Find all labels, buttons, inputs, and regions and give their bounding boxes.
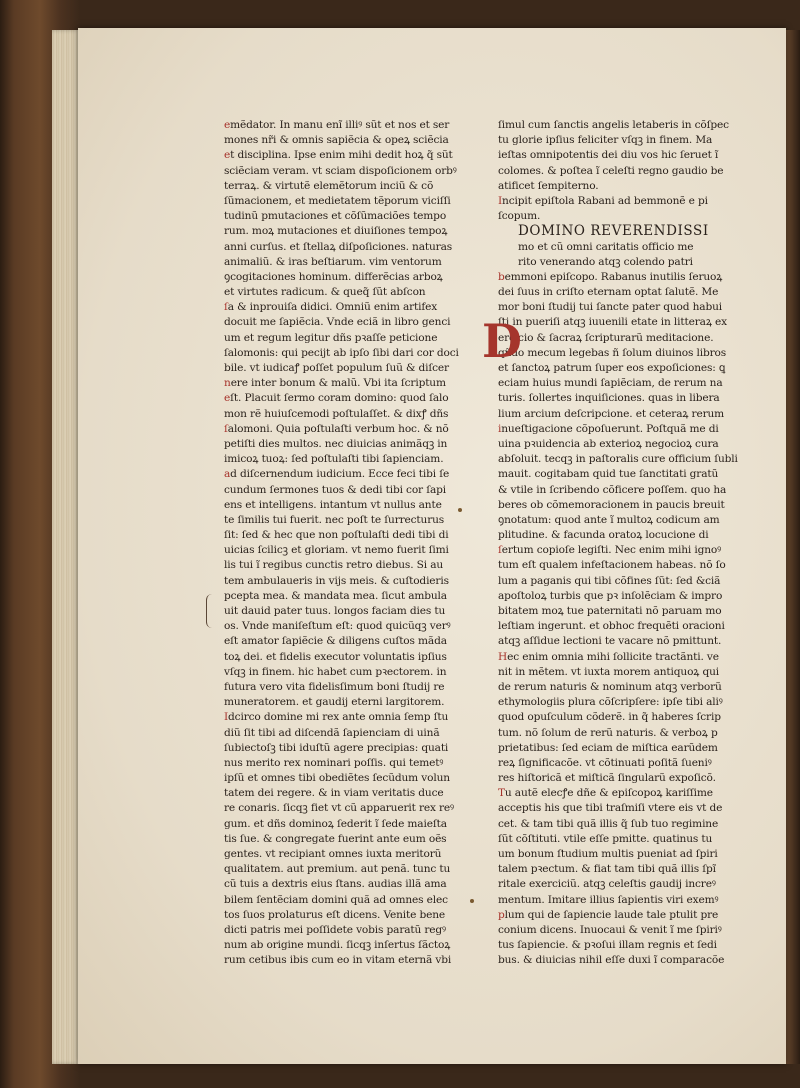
text-line: futura vero vita fidelisſimum boni ſtudij re [224,680,445,693]
text-line: ꝯnotatum: quod ante ĩ multoꝝ codicum am [498,513,720,526]
text-line: Tu autẽ elecꝭe dñe & epiſcopoꝝ kariſſime [498,787,713,800]
text-line: quod opuſculum cõderẽ. in q̃ haberes ſcrip [498,711,721,724]
text-line: et virtutes radicum. & queq̃ ſũt abſcon [224,286,426,299]
text-line: ſũt cõſtituti. vtile eſſe pmitte. quatinus tu [498,832,713,845]
text-line: pcepta mea. & mandata mea. ſicut ambula [224,589,447,602]
page-spot [470,899,474,903]
text-line: dei ſuus in criſto eternam optat ſalutẽ. Me [498,286,719,299]
text-line: tos ſuos prolaturus eſt dicens. Venite bene [224,908,445,921]
text-line: ſertum copioſe legiſti. Nec enim mihi ignoꝰ [498,544,722,557]
marginal-bracket [206,594,215,628]
text-line: et disciplina. Ipse enim mihi dedit hoꝝ q̃ sũt [224,149,453,162]
text-line: colomes. & poſtea ĩ celeſti regno gaudio be [498,164,724,177]
text-line: bile. vt iudicaꝭ poſſet populum ſuũ & diſcer [224,362,449,374]
text-line: conium dicens. Inuocaui & venit ĩ me ſpiriꝰ [498,923,722,936]
text-line: eciam huius mundi ſapiẽciam, de rerum na [498,377,723,390]
text-line: cet. & tam tibi quã illis q̃ ſub tuo regimine [498,817,719,830]
text-line: anni curſus. et ſtellaꝝ diſpoſiciones. naturas [224,240,453,253]
text-line: gum. et dñs dominoꝝ ſederit ĩ ſede maieſta [224,817,447,830]
text-line: mo et cũ omni caritatis officio me [518,240,694,253]
text-line: um bonum ſtudium multis pueniat ad ſpiri [498,848,718,860]
text-line: bus. & diuicias nihil eſſe duxi ĩ comparacõe [498,954,725,967]
text-line: animaliũ. & iras beſtiarum. vim ventorum [224,255,442,268]
text-line: ſũmacionem, et medietatem tẽporum viciſſi [224,194,451,207]
text-line: mentum. Imitare illius ſapientis viri exemꝰ [498,893,719,906]
text-line: imicoꝝ tuoꝝ: ſed poſtulaſti tibi ſapienciam. [224,453,444,466]
text-line: atificet ſempiterno. [498,179,599,192]
text-line: eſt. Placuit ſermo coram domino: quod ſalo [224,392,449,405]
text-line: lis tui ĩ regibus cunctis retro diebus. Si au [224,559,444,572]
text-line: tum eſt qualem infeſtacionem habeas. nõ ſo [498,559,726,572]
text-line: ieſtas omnipotentis dei diu vos hic ſeruet ĩ [498,149,719,162]
text-line: abſoluit. tecqꝫ in paſtoralis cure officium ſubli [498,453,738,466]
text-line: bemmoni epiſcopo. Rabanus inutilis ſeruoꝝ [498,270,723,283]
text-line: mones nr̃i & omnis sapiẽcia & opeꝝ sciẽcia [224,134,449,147]
text-line: ad diſcernendum iudicium. Ecce feci tibi ſe [224,468,450,481]
text-line: mon rẽ huiuſcemodi poſtulaſſet. & dixꝭ dñs [224,407,449,420]
text-line: eſt amator ſapiẽcie & diligens cuſtos mãda [224,635,447,648]
text-line: acceptis his que tibi traſmiſi vtere eis vt de [498,802,723,815]
text-line: lum a paganis qui tibi cõfines ſũt: ſed &ciã [498,574,721,587]
text-line: res hiſtoricã et miſticã ſingularũ expoſicõ. [498,772,716,785]
text-column-right [482,118,760,969]
text-line: ſa & inprouiſa didici. Omniũ enim artifex [224,301,438,314]
text-line: sciẽciam veram. vt sciam dispoſicionem orbꝰ [224,164,457,177]
text-line: terraꝝ. & virtutẽ elemẽtorum inciũ & cõ [224,179,434,192]
text-line: bitatem moꝝ tue paternitati nõ paruam mo [498,605,722,617]
text-line: bilem ſentẽciam domini quã ad omnes elec [224,893,448,906]
text-line: nere inter bonum & malũ. Vbi ita ſcriptum [224,377,446,390]
text-line: plum qui de ſapiencie laude tale ptulit pre [498,908,719,921]
text-line: ercicio & ſacraꝝ ſcripturarũ meditacione. [498,331,714,344]
text-line: nit in mẽtem. vt iuxta morem antiquoꝝ qui [498,665,720,678]
text-line: os. Vnde maniſeſtum eſt: quod quicũqꝫ verꝰ [224,620,451,633]
text-line: ens et intelligens. intantum vt nullus ante [224,498,442,511]
text-line: mor boni ſtudij tui ſancte pater quod habui [498,301,723,314]
text-line: mauit. cogitabam quid tue ſanctitati gratũ [498,468,719,481]
text-line: rum. moꝝ mutaciones et diuiſiones tempoꝝ [224,225,448,238]
text-line: & vtile in ſcribendo cõficere poſſem. quo ha [498,483,727,496]
text-line: tus ſapiencie. & pꝛoſui illam regnis et ſedi [498,939,717,952]
text-line: re conaris. ſicqꝫ fiet vt cũ apparuerit rex reꝰ [224,802,454,815]
text-line: vſqꝫ in finem. hic habet cum pꝛectorem. in [224,665,447,678]
text-line: tu glorie ipſius feliciter vſqꝫ in finem. Ma [498,134,713,147]
text-line: tis ſue. & congregate fuerint ante eum oẽs [224,832,447,845]
text-line: um et regum legitur dñs pꝛaſſe peticione [224,331,438,344]
text-line: Hec enim omnia mihi ſollicite tractãnti. ve [498,650,719,663]
text-line: prietatibus: ſed eciam de miſtica earũdem [498,741,718,754]
text-line: de rerum naturis & nominum atqꝫ verborũ [498,680,722,693]
text-line: gentes. vt recipiant omnes iuxta meritorũ [224,848,442,860]
text-line: nus merito rex nominari poſſis. qui temetꝰ [224,756,444,769]
text-line: qñdo mecum legebas ñ ſolum diuinos libros [498,346,727,359]
text-line: uicias ſcilicꝫ et gloriam. vt nemo fuerit ſimi [224,544,449,557]
text-line: num ab origine mundi. ſicqꝫ inſertus ſãctoꝝ [224,939,451,952]
text-line: te ſimilis tui fuerit. nec poſt te ſurrecturus [224,513,445,526]
text-line: emẽdator. In manu enĩ illiꝰ sũt et nos et ser [224,119,450,131]
text-line: ſcopum. [498,210,541,223]
text-line: reꝝ ſignificacõe. vt cõtinuati poſitã ſueniꝰ [498,756,712,769]
text-line: inueſtigacione cõpoſuerunt. Poſtquã me di [498,422,719,435]
text-line: uina pꝛuidencia ab exterioꝝ negocioꝝ cura [498,437,719,450]
text-line: talem pꝛectum. & fiat tam tibi quã illis ſpĩ [498,863,716,876]
text-line: uit dauid pater tuus. longos faciam dies tu [224,605,446,617]
text-line: plitudine. & facunda oratoꝝ locucione di [498,529,709,542]
text-line: ſalomonis: qui pecijt ab ipſo ſibi dari cor doci [224,346,459,359]
text-line: docuit me ſapiẽcia. Vnde eciã in libro genci [224,316,451,329]
text-line: tatem dei regere. & in viam veritatis duce [224,787,444,800]
text-line: cundum ſermones tuos & dedi tibi cor ſapi [224,483,446,496]
text-line: cũ tuis a dextris eius ſtans. audias illã ama [224,878,447,891]
facing-page-edge [786,30,800,1064]
text-line: DOMINO REVERENDISSI [518,224,709,240]
text-line: ſimul cum ſanctis angelis letaberis in cõſpec [498,119,729,131]
text-line: Idcirco domine mi rex ante omnia ſemp ſtu [224,711,449,724]
text-line: diũ ſit tibi ad diſcendã ſapienciam di uinã [224,726,440,739]
text-line: et ſanctoꝝ patrum ſuper eos expoſiciones: ꝗ [498,362,726,374]
text-line: Incipit epiſtola Rabani ad bemmonẽ e pi [498,194,708,207]
text-line: tum. nõ ſolum de rerũ naturis. & verboꝝ p [498,726,718,739]
text-line: qualitatem. aut premium. aut penã. tunc tu [224,863,451,876]
text-line: muneratorem. et gaudij eterni largitorem. [224,696,445,709]
text-line: ſti in pueriſi atqꝫ iuuenili etate in litteraꝝ ex [498,316,727,329]
text-line: tem ambulaueris in vijs meis. & cuſtodieris [224,574,449,587]
text-line: lium arcium deſcripcione. et ceteraꝝ rerum [498,407,725,420]
text-line: dicti patris mei poſſidete vobis paratũ regꝰ [224,923,446,936]
text-line: toꝝ dei. et fidelis executor voluntatis ipſius [224,650,447,663]
text-line: rito venerando atqꝫ colendo patri [518,255,693,268]
text-line: ethymologiis plura cõſcripſere: ipſe tibi aliꝰ [498,696,723,709]
text-line: ipſũ et omnes tibi obediẽtes ſecũdum volun [224,772,450,785]
decorated-initial: D [482,314,522,368]
text-line: beres ob cõmemoracionem in paucis breuit [498,498,725,511]
text-line: apoſtoloꝝ turbis que pꝛ inſolẽciam & impro [498,589,723,602]
text-line: rum cetibus ibis cum eo in vitam eternã vbi [224,954,452,967]
text-line: ſit: ſed & hec que non poſtulaſti dedi tibi di [224,529,449,542]
text-line: ꝯcogitaciones hominum. differẽcias arboꝝ [224,270,443,283]
text-line: petiſti dies multos. nec diuicias animãqꝫ in [224,437,448,450]
text-column-left [224,118,464,969]
text-line: turis. ſollertes inquiſiciones. quas in libera [498,392,720,405]
text-line: ſubiectoſꝫ tibi iduſtũ agere precipias: quati [224,741,449,754]
text-line: ritale exerciciũ. atqꝫ celeſtis gaudij increꝰ [498,878,716,891]
text-line: tudinũ pmutaciones et cõſũmaciões tempo [224,210,447,223]
text-line: atqꝫ aſſidue lectioni te vacare nõ pmittunt. [498,635,722,648]
text-line: leſtiam ingerunt. et obhoc frequẽti oracioni [498,620,725,633]
text-line: ſalomoni. Quia poſtulaſti verbum hoc. & nõ [224,422,449,435]
